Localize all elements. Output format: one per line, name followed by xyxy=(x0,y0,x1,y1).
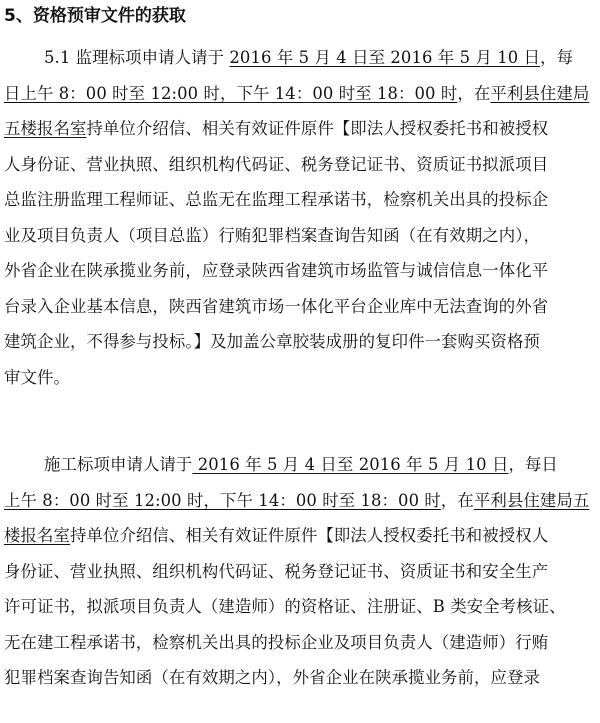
text-line xyxy=(4,40,598,76)
text-run: ，在 xyxy=(457,83,491,103)
text-run: 总监注册监理工程师证、总监无在监理工程承诺书，检察机关出具的投标企 xyxy=(4,190,549,209)
underlined-text: 2016 年 5 月 4 日至 2016 年 5 月 10 日 xyxy=(229,48,541,67)
text-line xyxy=(4,218,598,254)
text-run: 持单位介绍信、相关有效证件原件【即法人授权委托书和被授权人 xyxy=(69,526,549,545)
text-line xyxy=(4,324,598,360)
text-run: 身份证、营业执照、组织机构代码证、税务登记证书、资质证书和安全生产 xyxy=(4,561,549,581)
text-line xyxy=(4,111,598,147)
text-line xyxy=(4,660,598,696)
text-run: 施工标项申请人请于 xyxy=(44,455,193,474)
text-line xyxy=(4,483,598,519)
text-run: 业及项目负责人（项目总监）行贿犯罪档案查询告知函（在有效期之内）， xyxy=(4,225,540,245)
section-heading: 5、资格预审文件的获取 xyxy=(4,6,186,26)
text-line xyxy=(4,147,598,183)
underlined-text: 2016 年 5 月 4 日至 2016 年 5 月 10 日 xyxy=(192,455,509,474)
text-line xyxy=(4,625,598,661)
text-run: ，每 xyxy=(540,48,574,67)
text-run: 许可证书，拟派项目负责人（建造师）的资格证、注册证、B 类安全考核证、 xyxy=(4,597,566,616)
text-line xyxy=(4,182,598,218)
text-line xyxy=(4,554,598,590)
text-line xyxy=(4,447,598,483)
text-run: 审文件。 xyxy=(4,367,70,387)
paragraph-construction-bid xyxy=(4,447,598,696)
text-line xyxy=(4,518,598,554)
text-line xyxy=(4,76,598,112)
text-line xyxy=(4,253,598,289)
underlined-text: 平利县住建局 xyxy=(490,83,590,103)
text-line xyxy=(4,360,598,396)
text-run: 人身份证、营业执照、组织机构代码证、税务登记证书、资质证书拟派项目 xyxy=(4,154,549,174)
text-run: 无在建工程承诺书，检察机关出具的投标企业及项目负责人（建造师）行贿 xyxy=(4,632,549,652)
underlined-text: 日上午 8：00 时至 12:00 时，下午 14：00 时至 18：00 时 xyxy=(4,83,458,103)
paragraph-supervision-bid xyxy=(4,40,598,395)
text-run: 台录入企业基本信息，陕西省建筑市场一体化平台企业库中无法查询的外省 xyxy=(4,296,549,316)
underlined-text: 五楼报名室 xyxy=(4,119,87,138)
text-run: ，每日 xyxy=(508,455,558,474)
underlined-text: 平利县住建局五 xyxy=(473,490,590,510)
underlined-text: 上午 8：00 时至 12:00 时，下午 14：00 时至 18：00 时 xyxy=(4,490,441,510)
text-line xyxy=(4,589,598,625)
text-run: 5.1 监理标项申请人请于 xyxy=(44,48,230,67)
text-run: ，在 xyxy=(440,490,474,510)
text-run: 犯罪档案查询告知函（在有效期之内），外省企业在陕承揽业务前，应登录 xyxy=(4,668,540,687)
text-line xyxy=(4,289,598,325)
text-run: 持单位介绍信、相关有效证件原件【即法人授权委托书和被授权 xyxy=(86,119,549,138)
text-run: 外省企业在陕承揽业务前，应登录陕西省建筑市场监管与诚信信息一体化平 xyxy=(4,261,549,280)
text-run: 建筑企业，不得参与投标。】及加盖公章胶装成册的复印件一套购买资格预 xyxy=(4,332,540,351)
underlined-text: 楼报名室 xyxy=(4,526,70,545)
